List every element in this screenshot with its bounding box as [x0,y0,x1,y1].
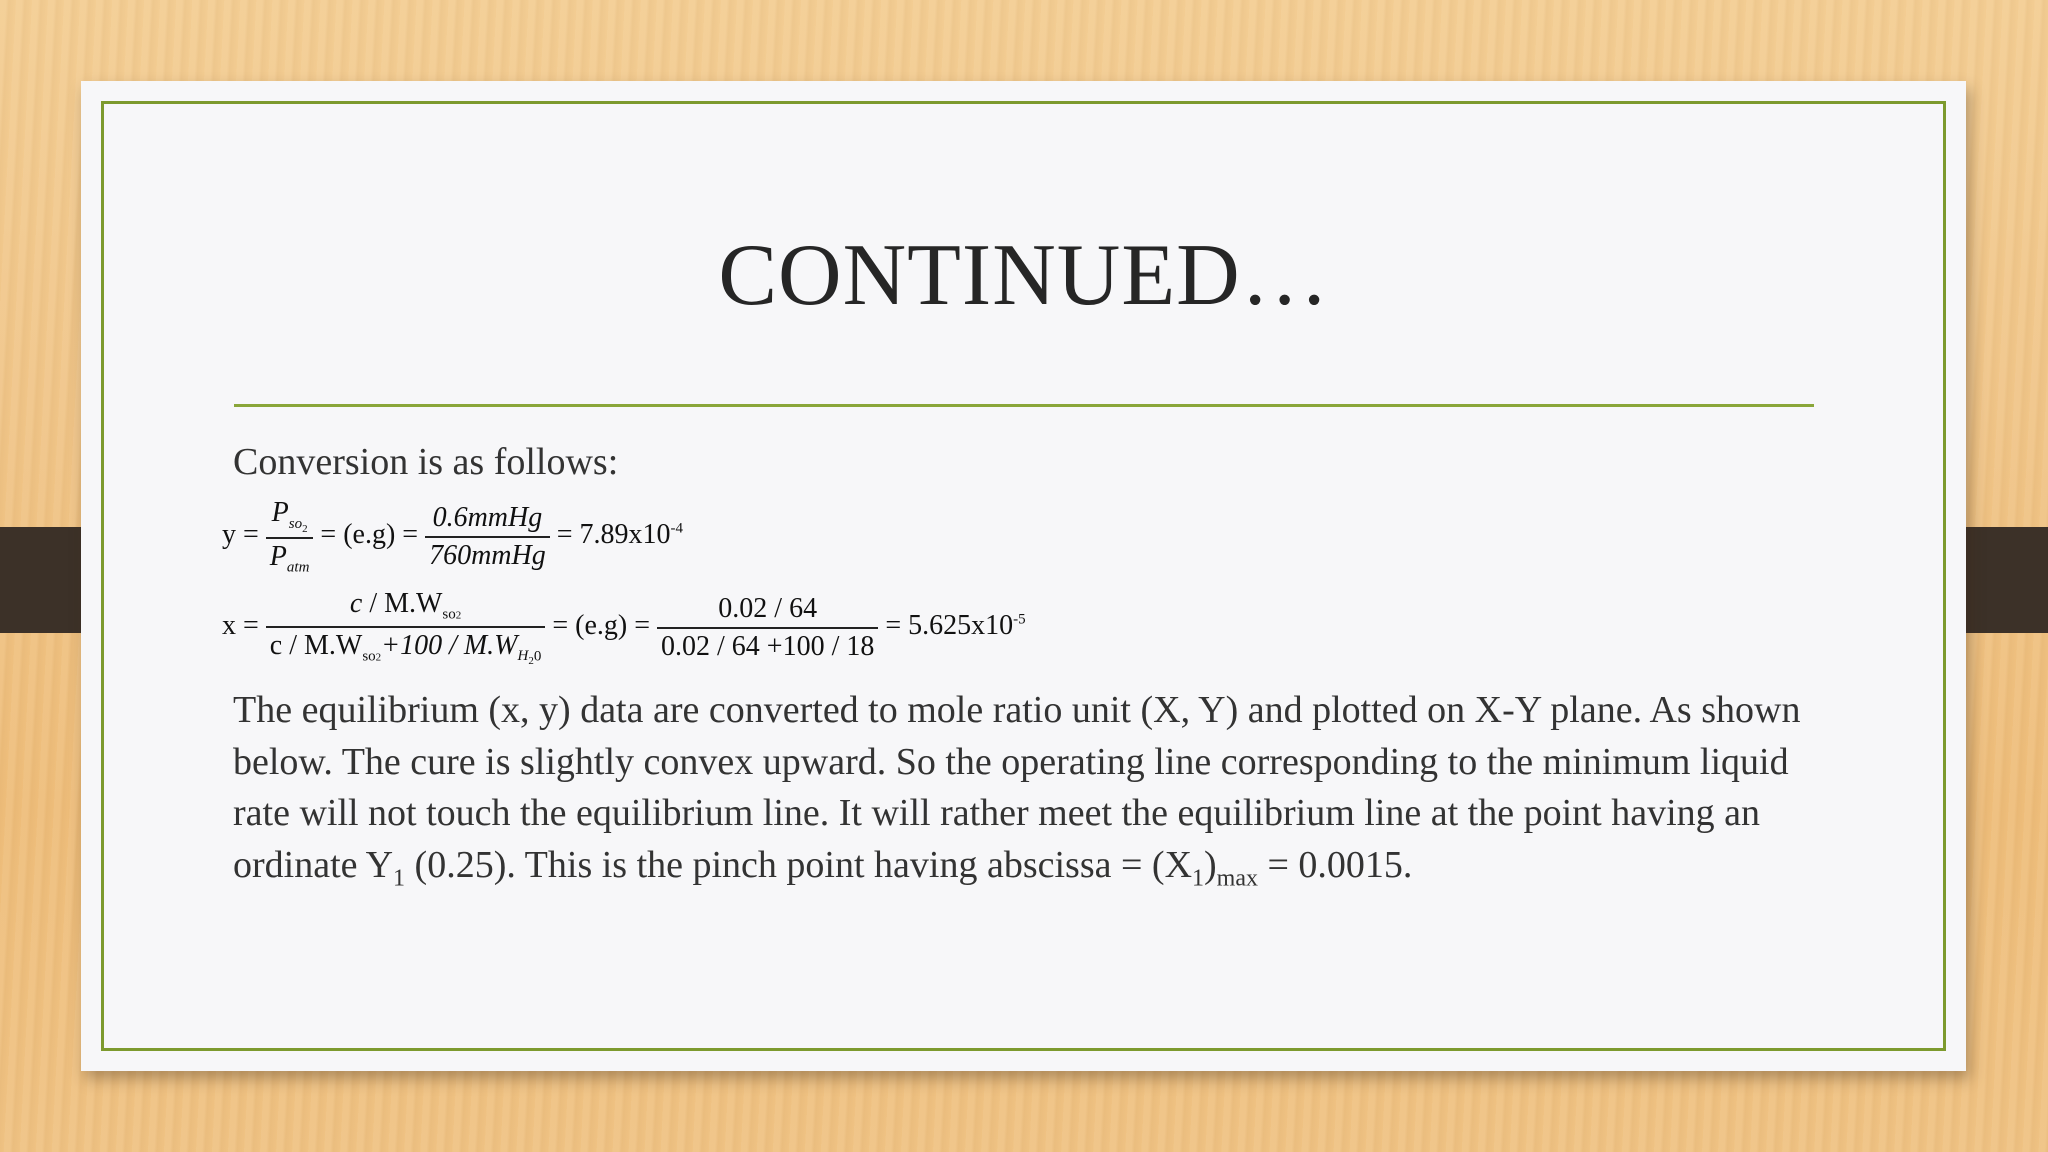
eq-x-result: = $5.625x10^{-5}$ [885,610,1026,642]
eq-x-fraction-definition: $\frac{c / M.W_{so2}}{c / M.W_{so2}+100 / M.W_{H_20}}$ [266,588,546,667]
title-divider [234,404,1814,407]
eq-y-result: = $7.89x10^{-4}$ [556,519,684,551]
eq-x-eg: = (e.g) = [552,610,651,642]
eq-y-fraction-values: $\frac{\text{0.6mmHg}}{\text{760mmHg}}$ [425,502,550,572]
eq-y-lhs: y = [222,519,259,551]
equation-y [222,497,683,576]
eq-y-eg: = (e.g) = [320,519,419,551]
eq-y-fraction-pressure: $\frac{P_{so_2}}{P_{atm}}$ [266,497,314,576]
eq-x-fraction-values: $\frac{0.02 / 64}{0.02 / 64 +100 / 18}$ [657,593,878,663]
slide-body [233,438,1813,486]
equation-x [222,588,1026,667]
intro-text: Conversion is as follows: [233,441,619,483]
eq-x-lhs: x = [222,610,259,642]
explanation-paragraph: The equilibrium (x, y) data are converted to mole ratio unit (X, Y) and plotted on X-Y plane. As shown below. The cure is slightly convex upward. So the operating line corresponding to the minimum liquid rate will not touch the equilibrium line. It will rather meet the equilibrium line at the point having an ordinate $Y_1$ (0.25). This is the pinch point having abscissa = $(X_1)_{max} = 0.0015$. [233,689,1801,892]
slide-title: CONTINUED… [718,227,1330,324]
